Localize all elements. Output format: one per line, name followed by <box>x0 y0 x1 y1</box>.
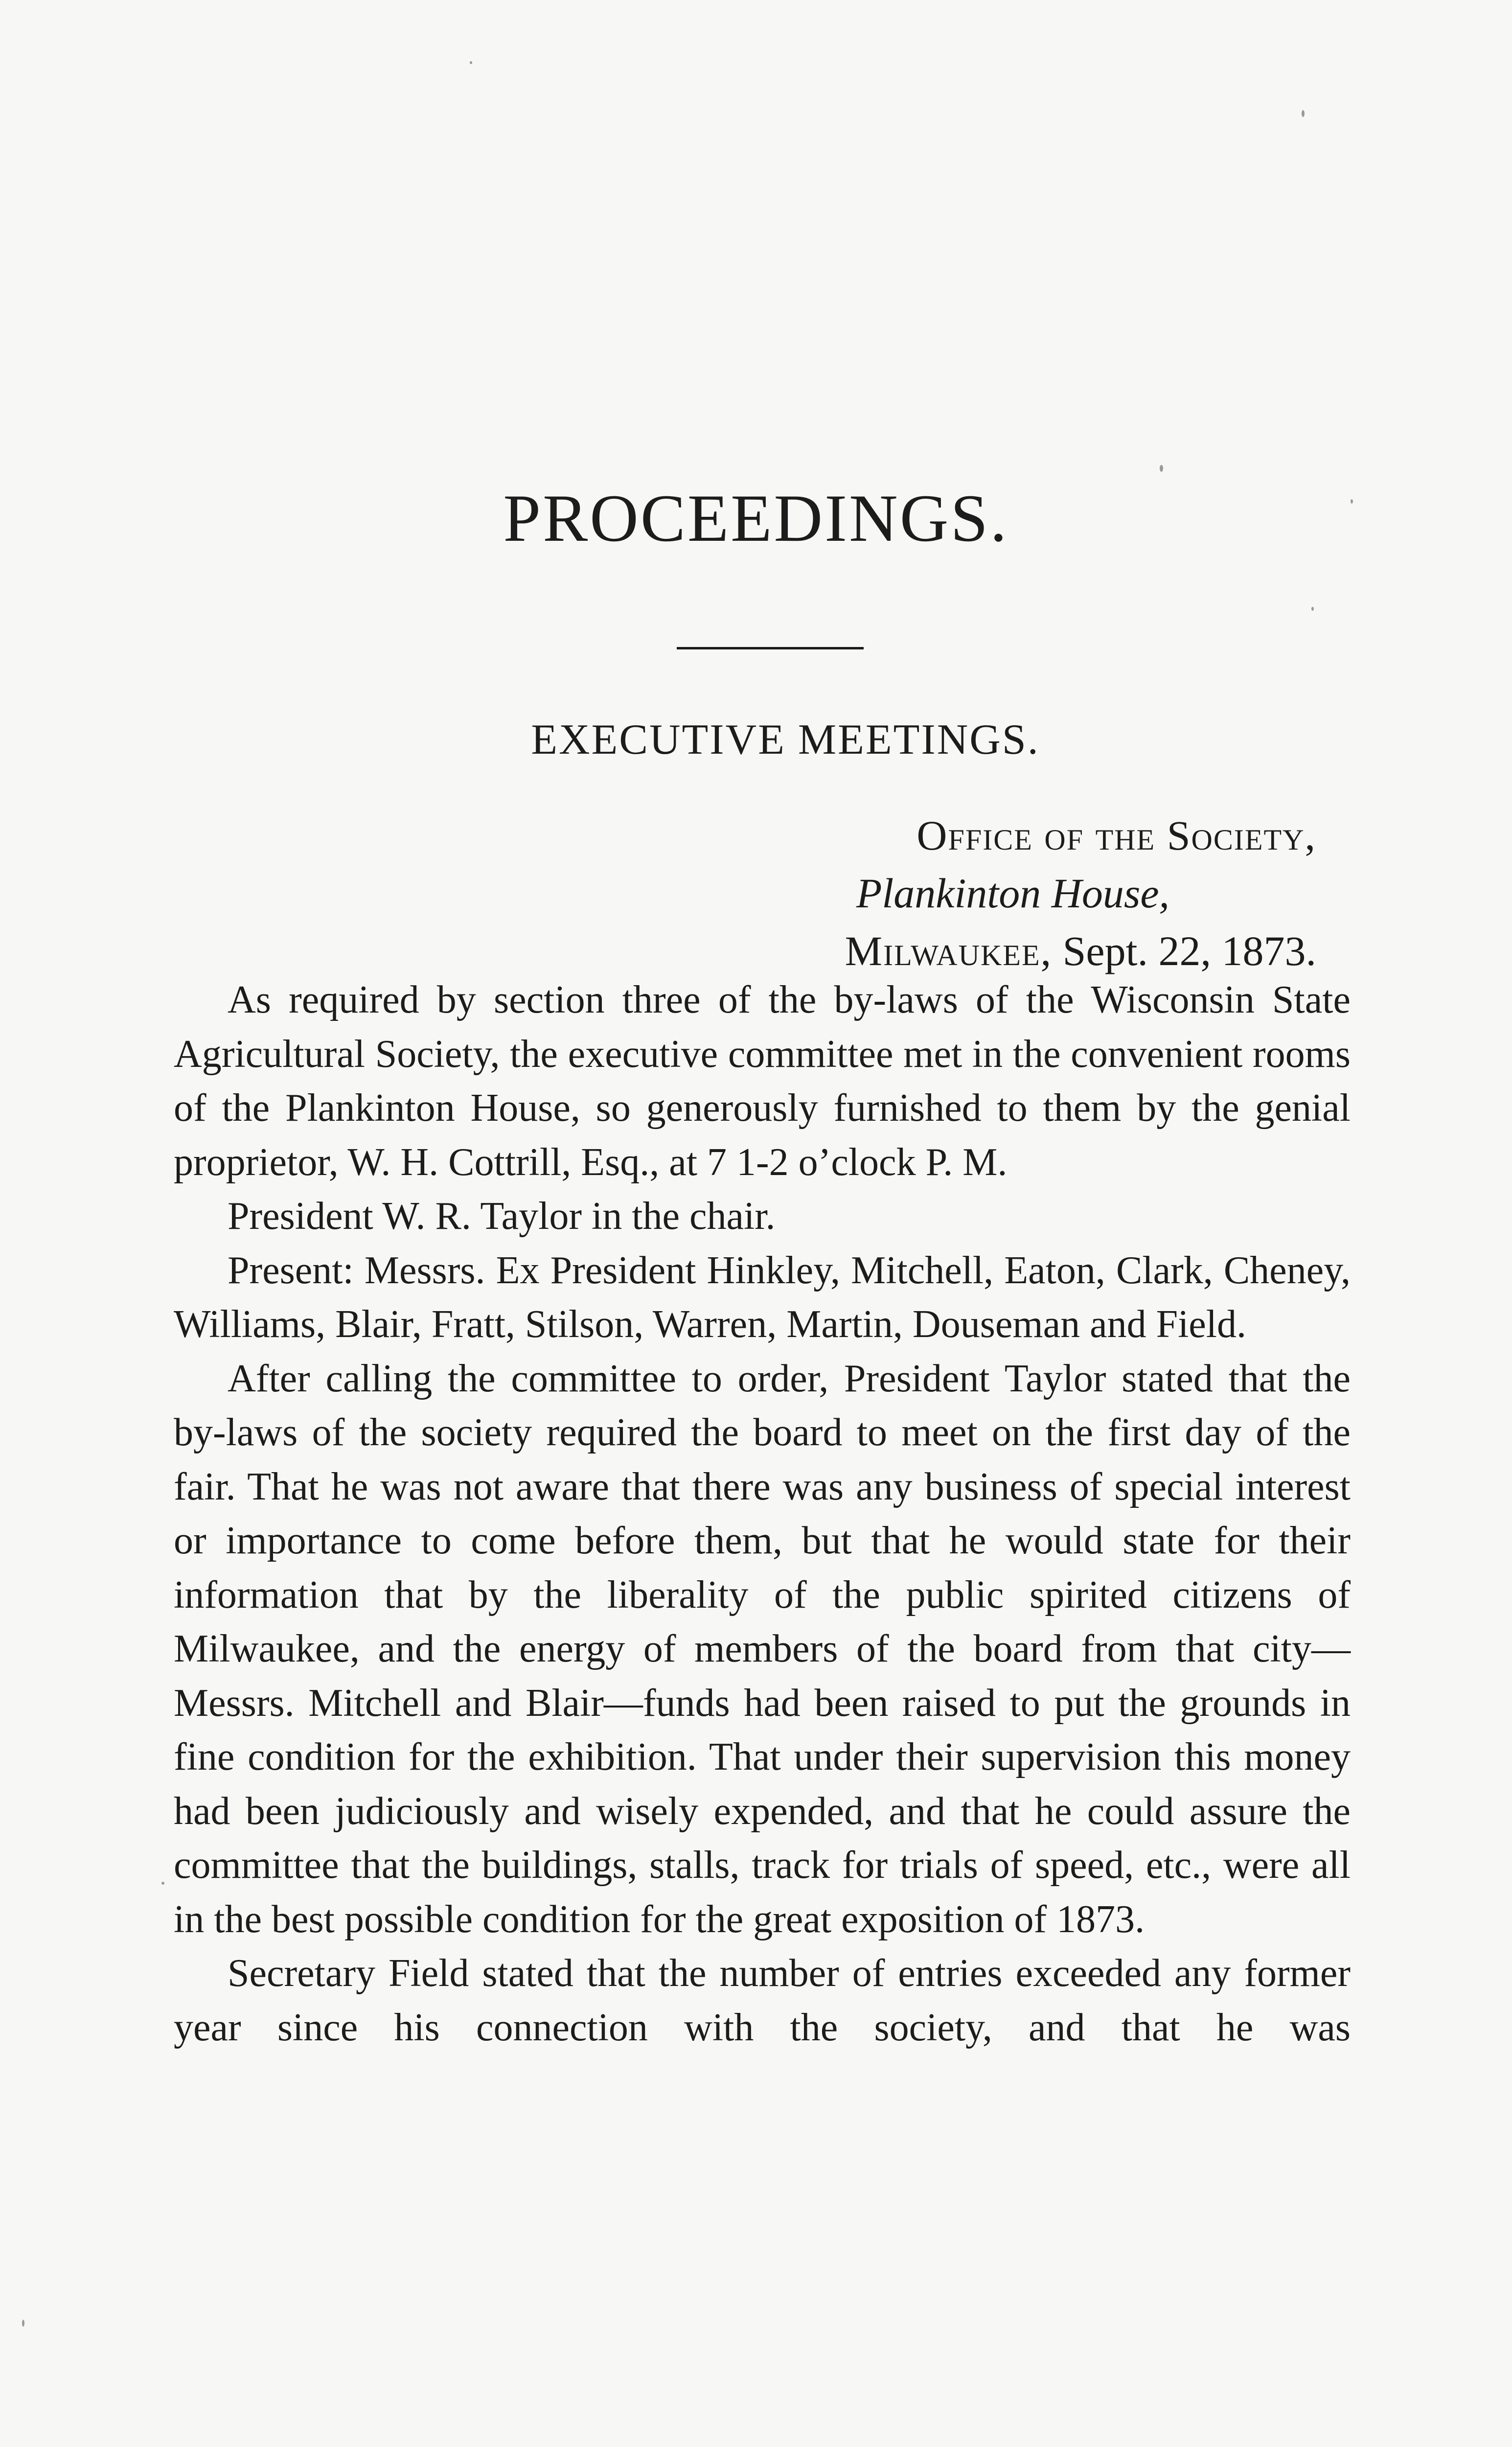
paper-speck <box>22 2320 24 2327</box>
paper-speck <box>470 61 472 64</box>
section-heading: EXECUTIVE MEETINGS. <box>531 716 1040 763</box>
paper-speck <box>1160 465 1163 472</box>
paragraph-secretary-statement: Secretary Field stated that the number of entries exceeded any former year since his connection with the society, and that he was <box>174 1952 1351 2049</box>
paragraph-meeting-opening: As required by section three of the by-laws of the Wisconsin State Agricultural Society, the executive committee met in the convenient rooms of the Plankinton House, so generously furnished to them by the genial proprietor, W. H. Cottrill, Esq., at 7 1-2 o’clock P. M. <box>174 978 1351 1184</box>
dateline-office: Office of the Society, <box>916 812 1316 859</box>
paragraph-attendance: Present: Messrs. Ex President Hinkley, Mitchell, Eaton, Clark, Cheney, Williams, Blair, Fratt, Stilson, Warren, Martin, Douseman and Field. <box>174 1248 1351 1346</box>
paragraph-chair: President W. R. Taylor in the chair. <box>228 1195 776 1238</box>
body-text <box>174 973 1351 2055</box>
paper-speck <box>1351 499 1353 504</box>
dateline-place: Plankinton House, <box>856 870 1169 917</box>
title-divider <box>677 647 864 649</box>
dateline-date: Sept. 22, 1873. <box>1062 927 1316 974</box>
paper-speck <box>1302 110 1305 117</box>
paper-speck <box>1311 607 1314 611</box>
dateline-city-date <box>845 922 1316 980</box>
paragraph-president-statement: After calling the committee to order, President Taylor stated that the by-laws of the society required the board to meet on the first day of the fair. That he was not aware that there was any business of special interest or importance to come before them, but that he would state for their information that by the liberality of the public spirited citizens of Milwaukee, and the energy of members of the board from that city—Messrs. Mitchell and Blair—funds had been raised to put the grounds in fine condition for the exhibition. That under their supervision this money had been judiciously and wisely expended, and that he could assure the committee that the buildings, stalls, track for trials of speed, etc., were all in the best possible condition for the great exposition of 1873. <box>174 1357 1351 1941</box>
dateline-city: Milwaukee, <box>845 927 1053 974</box>
dateline <box>845 807 1316 980</box>
page-title: PROCEEDINGS. <box>503 481 1009 555</box>
paper-speck <box>161 1882 164 1885</box>
